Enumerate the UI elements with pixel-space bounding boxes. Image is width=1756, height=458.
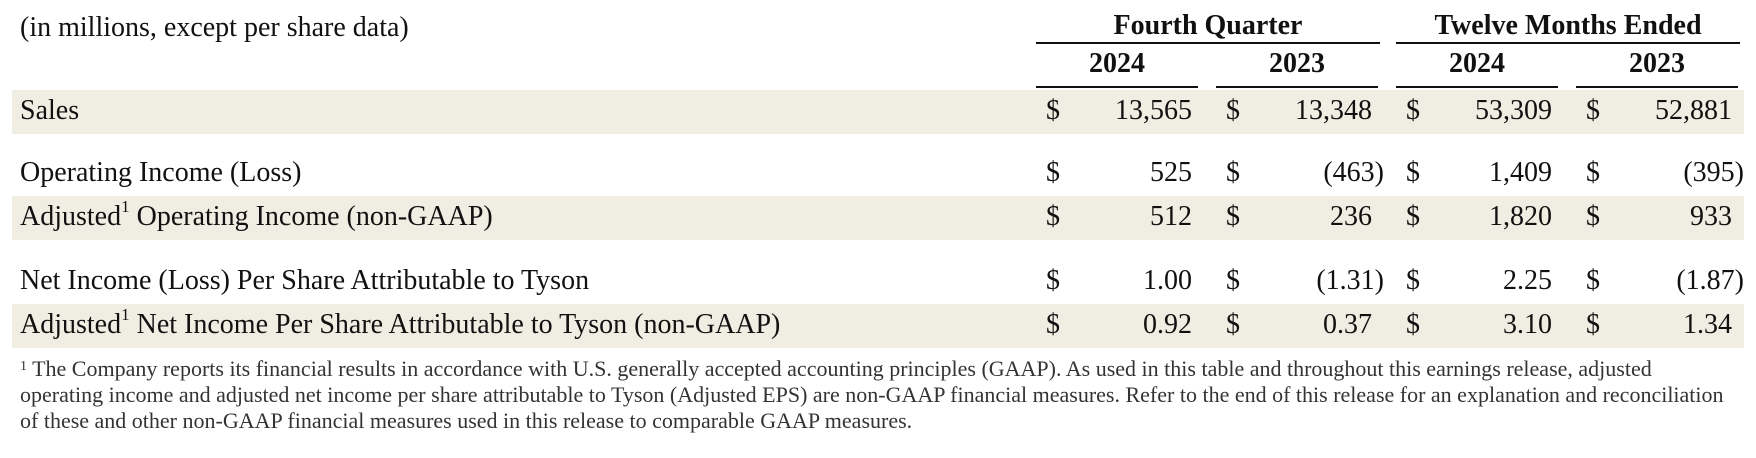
row-label: Operating Income (Loss) <box>20 157 302 188</box>
table-row-adjusted-operating-income <box>12 196 1744 240</box>
group-header-fourth-quarter: Fourth Quarter <box>1113 10 1303 41</box>
currency-symbol: $ <box>1046 95 1060 126</box>
row-label: Sales <box>20 95 80 126</box>
year-header-q4-2024: 2024 <box>1089 48 1145 79</box>
table-row-adjusted-eps <box>12 304 1744 348</box>
value-q4-2023: 236 <box>1330 201 1372 232</box>
value-q4-2024: 0.92 <box>1143 309 1192 340</box>
row-label: Adjusted$^1$ Operating Income (non-GAAP) <box>20 197 493 232</box>
currency-symbol: $ <box>1406 95 1420 126</box>
value-q4-2024: 13,565 <box>1115 95 1192 126</box>
value-q4-2023: (1.31) <box>1316 265 1384 296</box>
row-label: Net Income (Loss) Per Share Attributable to Tyson <box>20 265 590 296</box>
value-q4-2024: 525 <box>1150 157 1192 188</box>
group-header-twelve-months: Twelve Months Ended <box>1434 10 1702 41</box>
currency-symbol: $ <box>1226 201 1240 232</box>
value-q4-2023: (463) <box>1323 157 1384 188</box>
year-header-fy-2023: 2023 <box>1629 48 1685 79</box>
currency-symbol: $ <box>1406 265 1420 296</box>
currency-symbol: $ <box>1586 95 1600 126</box>
footnote-text: The Company reports its financial results in accordance with U.S. generally accepted accounting principles (GAAP). As used in this table and throughout this earnings release, adjusted operating income and adjusted net income per share attributable to Tyson (Adjusted EPS) are non-GAAP financial measures. Refer to the end of this release for an explanation and reconciliation of these and other non-GAAP financial measures used in this release to comparable GAAP measures. <box>20 356 1724 433</box>
value-fy-2023: 52,881 <box>1655 95 1732 126</box>
value-q4-2024: 1.00 <box>1143 265 1192 296</box>
footnote-marker: 1 <box>20 359 27 374</box>
value-fy-2023: 933 <box>1690 201 1732 232</box>
value-fy-2023: (395) <box>1683 157 1744 188</box>
year-underline-fy-2024 <box>1396 86 1558 88</box>
currency-symbol: $ <box>1046 201 1060 232</box>
table-row-operating-income <box>12 152 1744 196</box>
currency-symbol: $ <box>1406 201 1420 232</box>
year-underline-q4-2024 <box>1036 86 1198 88</box>
currency-symbol: $ <box>1586 309 1600 340</box>
value-fy-2024: 2.25 <box>1503 265 1552 296</box>
group-underline-fourth-quarter <box>1036 42 1380 44</box>
currency-symbol: $ <box>1226 309 1240 340</box>
year-header-q4-2023: 2023 <box>1269 48 1325 79</box>
currency-symbol: $ <box>1226 95 1240 126</box>
currency-symbol: $ <box>1046 157 1060 188</box>
currency-symbol: $ <box>1046 309 1060 340</box>
table-row-net-income-per-share <box>12 260 1744 304</box>
currency-symbol: $ <box>1586 265 1600 296</box>
value-fy-2024: 1,409 <box>1489 157 1552 188</box>
value-fy-2024: 3.10 <box>1503 309 1552 340</box>
currency-symbol: $ <box>1586 201 1600 232</box>
currency-symbol: $ <box>1406 309 1420 340</box>
value-q4-2024: 512 <box>1150 201 1192 232</box>
value-q4-2023: 0.37 <box>1323 309 1372 340</box>
currency-symbol: $ <box>1586 157 1600 188</box>
currency-symbol: $ <box>1406 157 1420 188</box>
currency-symbol: $ <box>1226 157 1240 188</box>
year-underline-fy-2023 <box>1576 86 1738 88</box>
row-label: Adjusted$^1$ Net Income Per Share Attributable to Tyson (non-GAAP) <box>20 305 781 340</box>
currency-symbol: $ <box>1046 265 1060 296</box>
unit-note: (in millions, except per share data) <box>20 12 409 43</box>
year-underline-q4-2023 <box>1216 86 1378 88</box>
group-underline-twelve-months <box>1396 42 1740 44</box>
footnote-marker: 1 <box>121 197 130 216</box>
footnote <box>20 356 1740 434</box>
currency-symbol: $ <box>1226 265 1240 296</box>
value-fy-2024: 1,820 <box>1489 201 1552 232</box>
year-header-fy-2024: 2024 <box>1449 48 1505 79</box>
value-fy-2023: 1.34 <box>1683 309 1732 340</box>
footnote-marker: 1 <box>121 305 130 324</box>
value-q4-2023: 13,348 <box>1295 95 1372 126</box>
value-fy-2024: 53,309 <box>1475 95 1552 126</box>
value-fy-2023: (1.87) <box>1676 265 1744 296</box>
table-row-sales <box>12 90 1744 134</box>
